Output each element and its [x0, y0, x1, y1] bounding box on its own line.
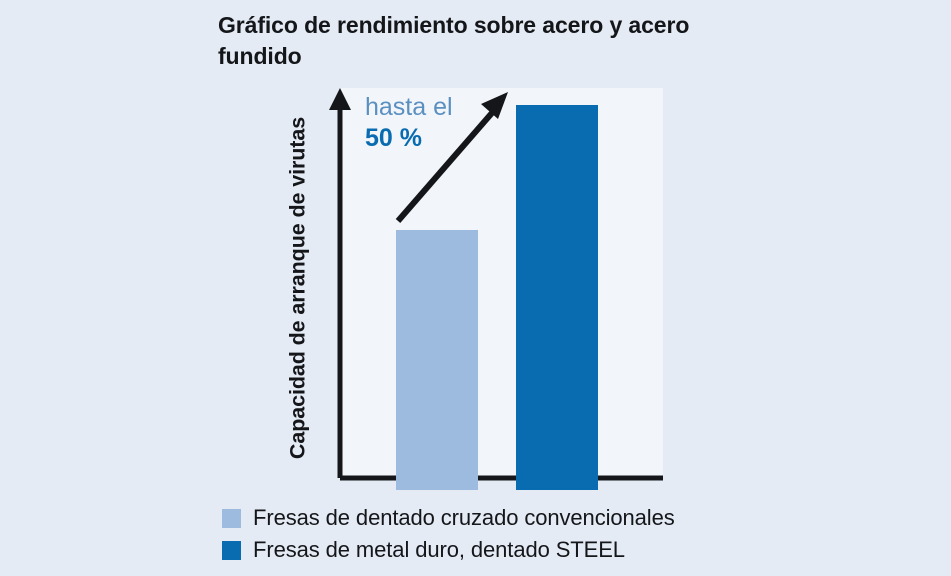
y-axis-label: Capacidad de arranque de virutas [285, 116, 310, 460]
legend-item-1 [222, 502, 822, 534]
bar-series-2 [516, 105, 598, 490]
page-title: Gráfico de rendimiento sobre acero y acero fundido [218, 12, 690, 69]
legend-label-series-2: Fresas de metal duro, dentado STEEL [253, 537, 625, 562]
legend-swatch-series-1 [222, 509, 241, 528]
legend-label-series-1: Fresas de dentado cruzado convencionales [253, 505, 675, 530]
legend-swatch-series-2 [222, 541, 241, 560]
legend [222, 502, 822, 566]
annotation-line-1: hasta el [365, 93, 453, 121]
annotation-callout [365, 93, 505, 152]
bar-series-1 [396, 230, 478, 490]
legend-item-2 [222, 534, 822, 566]
annotation-line-2: 50 % [365, 124, 422, 152]
y-axis-label-container [283, 88, 313, 488]
